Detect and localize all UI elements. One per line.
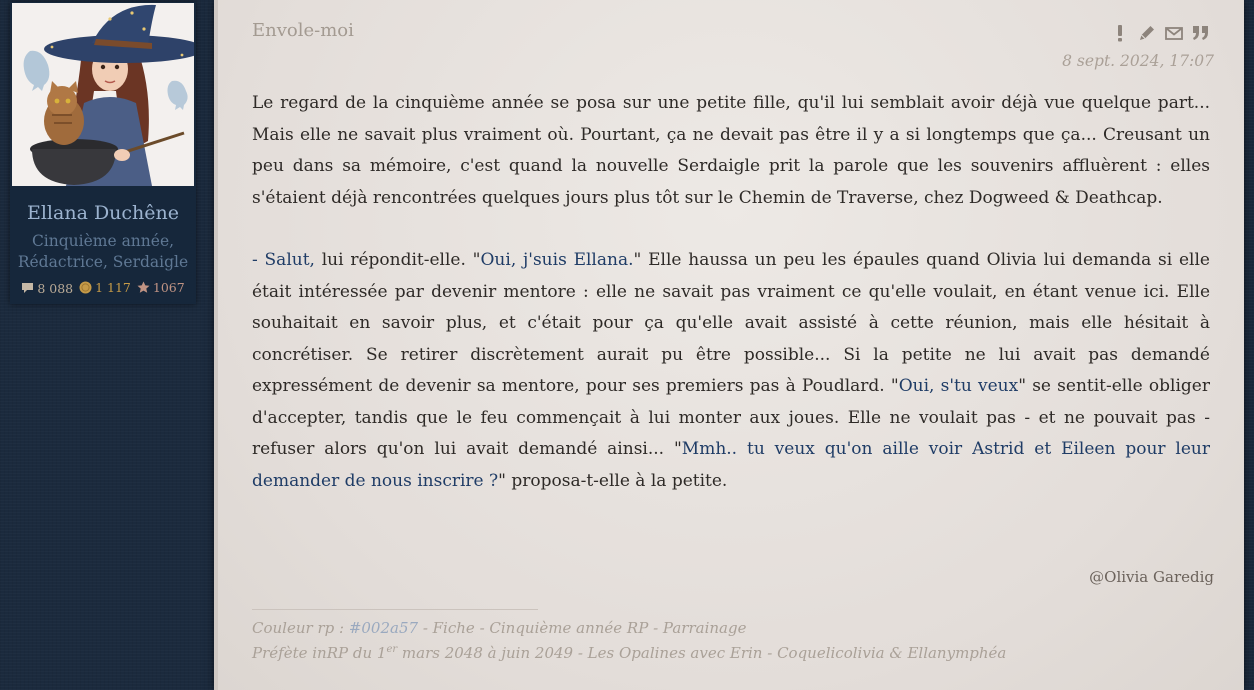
- coin-count: [79, 280, 131, 295]
- speech-4: Mmh.. tu veux qu'on aille voir Astrid et Eileen pour leur demander de nous inscrire ?: [252, 439, 1210, 491]
- signature-line-1: [252, 617, 1006, 639]
- user-rank: [10, 231, 196, 273]
- signature-line-2-b: mars 2048 à juin 2049 - Les Opalines avec Erin - Coquelicolivia & Ellanymphéa: [397, 644, 1007, 662]
- signature-divider: [252, 609, 538, 610]
- signature-superscript: er: [386, 644, 398, 655]
- rank-line-1: Cinquième année,: [31, 232, 175, 250]
- speech-3: Oui, s'tu veux: [898, 376, 1019, 396]
- post-body: [252, 88, 1210, 497]
- user-mention[interactable]: @Olivia Garedig: [1089, 568, 1214, 586]
- speech-bubble-icon: [21, 282, 34, 294]
- color-hex: #002a57: [348, 619, 419, 637]
- signature: [252, 617, 1006, 664]
- avatar[interactable]: [12, 3, 194, 186]
- message-count: [21, 281, 73, 296]
- user-profile-card: [10, 2, 196, 304]
- rank-line-2: Rédactrice, Serdaigle: [17, 253, 189, 271]
- star-icon: [137, 281, 150, 294]
- post-actions: [1111, 24, 1210, 42]
- coin-count-value: 1 117: [95, 280, 131, 295]
- message-count-value: 8 088: [37, 280, 74, 296]
- signature-line-2-a: Préfète inRP du 1: [252, 644, 387, 662]
- narration-2: " Elle haussa un peu les épaules quand Olivia lui demanda si elle était intéressée par devenir mentore : elle ne savait pas vraiment ce qu'elle voulait, en étant venue ici. Elle souhaitait en savoir plus, et c'était pour ça qu'elle avait assisté à cette réunion, mais elle hésitait à concrétiser. Se retirer discrètement aurait pu être possible... Si la petite ne lui avait pas demandé expressément de devenir sa mentore, pour ses premiers pas à Poudlard. ": [252, 250, 1210, 396]
- message-icon[interactable]: [1165, 24, 1183, 42]
- report-icon[interactable]: [1111, 24, 1129, 42]
- narration-3: " se sentit-elle obliger d'accepter, tandis que le feu commençait à lui monter aux joues. Elle ne voulait pas - et ne pouvait pas - refuser alors qu'on lui avait demandé ainsi... ": [252, 376, 1210, 459]
- username[interactable]: Ellana Duchêne: [26, 202, 180, 224]
- paragraph-1: Le regard de la cinquième année se posa sur une petite fille, qu'il lui semblait avoir déjà vue quelque part... Mais elle ne savait plus vraiment où. Pourtant, ça ne devait pas être il y a si longtemps que ça... Creusant un peu dans sa mémoire, c'est quand la nouvelle Serdaigle prit la parole que les souvenirs affluèrent : elles s'étaient déjà rencontrées quelques jours plus tôt sur le Chemin de Traverse, chez Dogweed & Deathcap.: [252, 93, 1210, 208]
- narration-4: " proposa-t-elle à la petite.: [498, 470, 728, 491]
- narration-1: lui répondit-elle. ": [314, 250, 481, 270]
- color-label: Couleur rp :: [252, 619, 349, 637]
- user-stats: [10, 280, 196, 297]
- quote-icon[interactable]: [1192, 24, 1210, 42]
- speech-2: Oui, j'suis Ellana.: [480, 250, 634, 270]
- signature-line-2: [252, 639, 1006, 664]
- edit-icon[interactable]: [1138, 24, 1156, 42]
- paragraph-2: [252, 245, 1210, 497]
- post-date: 8 sept. 2024, 17:07: [1062, 52, 1214, 70]
- post-title[interactable]: Envole-moi: [252, 20, 354, 41]
- witch-avatar-illustration: [12, 3, 194, 186]
- post-panel: [214, 0, 1244, 690]
- signature-links[interactable]: - Fiche - Cinquième année RP - Parrainage: [418, 619, 747, 637]
- reputation-value: 1067: [152, 280, 185, 295]
- coin-icon: [79, 281, 92, 294]
- reputation-count: [137, 280, 185, 295]
- speech-1: - Salut,: [252, 250, 315, 270]
